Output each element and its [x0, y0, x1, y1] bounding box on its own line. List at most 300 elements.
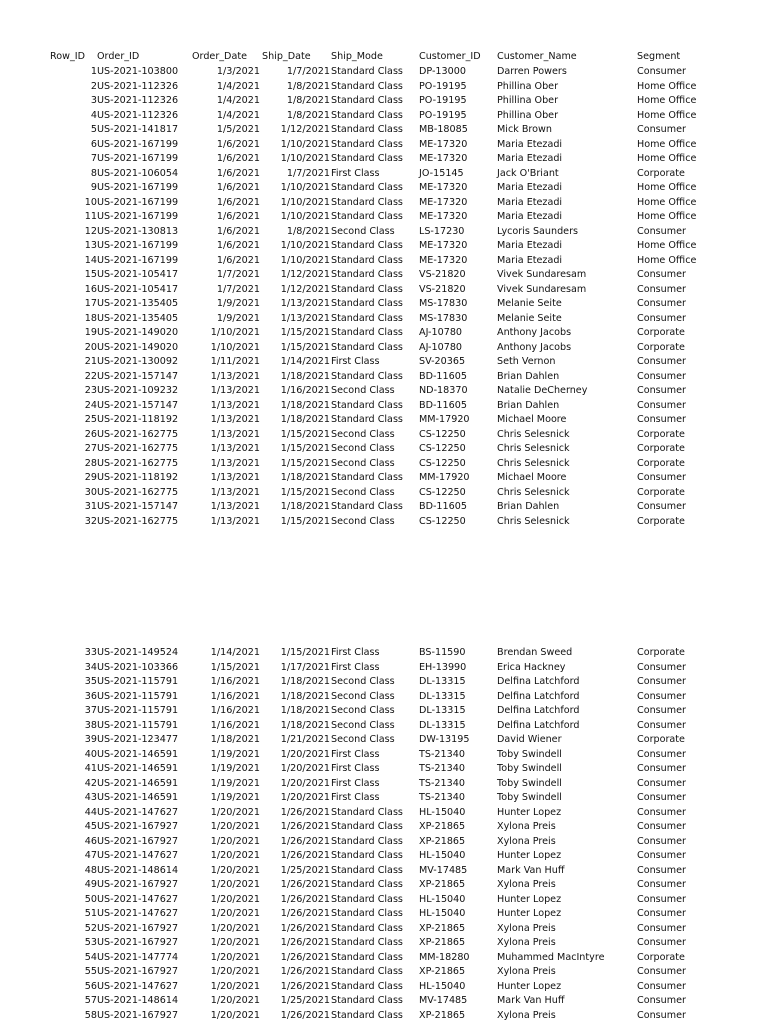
cell-customer-id: BS-11590: [419, 647, 466, 658]
cell-order-id: US-2021-147627: [97, 980, 179, 992]
table-row: [0, 254, 768, 269]
table-row: [0, 471, 768, 486]
cell-segment: Consumer: [637, 922, 686, 934]
cell-ship-date: 1/16/2021: [280, 385, 330, 396]
cell-customer-id: XP-21865: [419, 922, 466, 934]
cell-order-id: US-2021-141817: [97, 124, 179, 135]
table-row: [0, 486, 768, 501]
cell-customer-name: Mick Brown: [497, 124, 552, 135]
table-row: [0, 864, 768, 879]
table-row: [0, 500, 768, 515]
cell-ship-mode: Standard Class: [331, 327, 403, 338]
cell-order-id: US-2021-149020: [97, 327, 179, 338]
table-row: [0, 791, 768, 806]
cell-customer-id: TS-21340: [419, 777, 465, 789]
cell-ship-mode: Second Class: [331, 515, 395, 527]
cell-order-id: US-2021-167927: [97, 937, 179, 948]
cell-segment: Consumer: [637, 124, 686, 135]
cell-order-date: 1/13/2021: [210, 501, 260, 512]
table-row: [0, 515, 768, 530]
cell-ship-mode: Standard Class: [331, 879, 403, 890]
cell-customer-id: TS-21340: [419, 748, 465, 760]
cell-ship-date: 1/25/2021: [280, 864, 330, 876]
cell-order-date: 1/14/2021: [210, 647, 260, 658]
header-order-date: Order_Date: [192, 51, 247, 62]
cell-order-date: 1/6/2021: [216, 225, 260, 237]
cell-customer-name: David Wiener: [497, 734, 562, 745]
cell-row-id: 23: [84, 385, 97, 396]
cell-ship-mode: Standard Class: [331, 995, 403, 1006]
cell-ship-mode: Second Class: [331, 443, 395, 454]
cell-ship-date: 1/7/2021: [286, 66, 330, 77]
cell-segment: Consumer: [637, 806, 686, 818]
cell-customer-id: PO-19195: [419, 95, 467, 106]
cell-ship-date: 1/18/2021: [280, 719, 330, 731]
cell-order-id: US-2021-135405: [97, 312, 179, 324]
cell-segment: Corporate: [637, 951, 685, 963]
cell-row-id: 22: [84, 370, 97, 382]
cell-row-id: 7: [90, 153, 97, 164]
cell-segment: Consumer: [637, 269, 686, 280]
cell-order-date: 1/20/2021: [210, 1009, 260, 1021]
cell-ship-mode: Standard Class: [331, 414, 403, 425]
cell-row-id: 37: [84, 705, 97, 716]
cell-customer-name: Lycoris Saunders: [497, 225, 579, 237]
cell-ship-mode: Standard Class: [331, 966, 403, 977]
cell-ship-date: 1/10/2021: [280, 254, 330, 266]
cell-order-date: 1/13/2021: [210, 515, 260, 527]
cell-row-id: 43: [84, 792, 97, 803]
cell-segment: Consumer: [637, 748, 686, 760]
cell-ship-date: 1/18/2021: [280, 472, 330, 483]
cell-ship-mode: Second Class: [331, 734, 395, 745]
cell-customer-name: Toby Swindell: [497, 748, 562, 760]
table-row: [0, 849, 768, 864]
cell-segment: Consumer: [637, 719, 686, 731]
cell-order-id: US-2021-130813: [97, 225, 179, 237]
cell-customer-name: Chris Selesnick: [497, 486, 570, 498]
table-row: [0, 65, 768, 80]
cell-ship-date: 1/20/2021: [280, 763, 330, 774]
cell-customer-id: ME-17320: [419, 138, 468, 150]
cell-customer-id: ME-17320: [419, 196, 468, 208]
cell-row-id: 49: [84, 879, 97, 890]
cell-segment: Corporate: [637, 457, 685, 469]
cell-ship-date: 1/20/2021: [280, 777, 330, 789]
table-header-row: [0, 50, 768, 65]
cell-row-id: 39: [84, 734, 97, 745]
cell-order-id: US-2021-103800: [97, 66, 179, 77]
table-row: [0, 690, 768, 705]
cell-customer-id: EH-13990: [419, 661, 467, 673]
cell-ship-date: 1/26/2021: [280, 966, 330, 977]
cell-customer-id: MM-17920: [419, 472, 470, 483]
cell-segment: Consumer: [637, 980, 686, 992]
cell-order-id: US-2021-109232: [97, 385, 179, 396]
cell-segment: Home Office: [637, 95, 697, 106]
cell-order-id: US-2021-167927: [97, 835, 179, 847]
cell-customer-name: Maria Etezadi: [497, 153, 563, 164]
cell-customer-id: ME-17320: [419, 254, 468, 266]
cell-row-id: 31: [84, 501, 97, 512]
cell-order-id: US-2021-167927: [97, 821, 179, 832]
cell-row-id: 30: [84, 486, 97, 498]
cell-order-date: 1/3/2021: [216, 66, 260, 77]
cell-customer-name: Toby Swindell: [497, 763, 562, 774]
cell-ship-mode: Standard Class: [331, 893, 403, 905]
cell-segment: Home Office: [637, 240, 697, 251]
cell-order-date: 1/7/2021: [216, 269, 260, 280]
cell-customer-name: Delfina Latchford: [497, 690, 580, 702]
cell-ship-date: 1/10/2021: [280, 153, 330, 164]
cell-customer-id: MB-18085: [419, 124, 468, 135]
cell-customer-name: Muhammed MacIntyre: [497, 951, 605, 963]
table-row: [0, 384, 768, 399]
cell-order-date: 1/16/2021: [210, 690, 260, 702]
cell-order-date: 1/13/2021: [210, 428, 260, 440]
cell-order-id: US-2021-162775: [97, 428, 179, 440]
cell-ship-mode: First Class: [331, 356, 380, 367]
cell-order-date: 1/20/2021: [210, 879, 260, 890]
cell-customer-name: Xylona Preis: [497, 879, 556, 890]
cell-segment: Home Office: [637, 196, 697, 208]
table-row: [0, 326, 768, 341]
cell-order-id: US-2021-115791: [97, 719, 179, 731]
cell-order-id: US-2021-162775: [97, 486, 179, 498]
cell-row-id: 35: [84, 676, 97, 687]
table-row: [0, 733, 768, 748]
cell-order-date: 1/4/2021: [216, 80, 260, 92]
cell-order-id: US-2021-115791: [97, 676, 179, 687]
cell-order-id: US-2021-148614: [97, 995, 179, 1006]
cell-order-id: US-2021-112326: [97, 109, 179, 121]
cell-ship-date: 1/26/2021: [280, 850, 330, 861]
cell-order-date: 1/16/2021: [210, 719, 260, 731]
cell-customer-name: Brian Dahlen: [497, 370, 560, 382]
cell-customer-name: Anthony Jacobs: [497, 327, 572, 338]
cell-order-id: US-2021-167199: [97, 138, 179, 150]
cell-customer-name: Maria Etezadi: [497, 182, 563, 193]
cell-customer-id: MV-17485: [419, 995, 468, 1006]
cell-row-id: 27: [84, 443, 97, 454]
cell-customer-name: Hunter Lopez: [497, 980, 562, 992]
cell-customer-name: Erica Hackney: [497, 661, 566, 673]
cell-ship-date: 1/26/2021: [280, 893, 330, 905]
cell-customer-id: XP-21865: [419, 966, 466, 977]
cell-customer-name: Delfina Latchford: [497, 705, 580, 716]
cell-ship-date: 1/8/2021: [286, 80, 330, 92]
cell-ship-mode: Standard Class: [331, 95, 403, 106]
cell-customer-name: Natalie DeCherney: [497, 385, 588, 396]
cell-customer-id: ND-18370: [419, 385, 468, 396]
cell-customer-id: XP-21865: [419, 879, 466, 890]
table-row: [0, 268, 768, 283]
cell-order-date: 1/10/2021: [210, 341, 260, 353]
cell-customer-name: Toby Swindell: [497, 777, 562, 789]
cell-customer-name: Michael Moore: [497, 414, 567, 425]
cell-segment: Consumer: [637, 385, 686, 396]
cell-customer-name: Brian Dahlen: [497, 399, 560, 411]
cell-segment: Consumer: [637, 312, 686, 324]
cell-segment: Consumer: [637, 283, 686, 295]
cell-customer-name: Chris Selesnick: [497, 428, 570, 440]
cell-order-date: 1/19/2021: [210, 777, 260, 789]
cell-order-id: US-2021-149524: [97, 647, 179, 658]
cell-customer-id: PO-19195: [419, 109, 467, 121]
cell-ship-date: 1/15/2021: [280, 443, 330, 454]
cell-order-date: 1/5/2021: [216, 124, 260, 135]
cell-order-id: US-2021-105417: [97, 283, 179, 295]
table-row: [0, 355, 768, 370]
cell-ship-date: 1/10/2021: [280, 211, 330, 222]
cell-ship-date: 1/10/2021: [280, 182, 330, 193]
cell-row-id: 14: [84, 254, 97, 266]
cell-customer-id: BD-11605: [419, 501, 467, 512]
cell-customer-name: Vivek Sundaresam: [497, 269, 587, 280]
cell-order-id: US-2021-147627: [97, 806, 179, 818]
cell-order-date: 1/16/2021: [210, 676, 260, 687]
cell-ship-mode: Second Class: [331, 690, 395, 702]
cell-customer-id: BD-11605: [419, 370, 467, 382]
cell-row-id: 42: [84, 777, 97, 789]
table-row: [0, 283, 768, 298]
cell-order-id: US-2021-167199: [97, 196, 179, 208]
cell-order-id: US-2021-103366: [97, 661, 179, 673]
table-row: [0, 138, 768, 153]
cell-customer-name: Darren Powers: [497, 66, 567, 77]
table-row: [0, 413, 768, 428]
cell-ship-mode: Standard Class: [331, 980, 403, 992]
cell-ship-mode: Standard Class: [331, 153, 403, 164]
cell-ship-mode: First Class: [331, 167, 380, 179]
cell-ship-date: 1/14/2021: [280, 356, 330, 367]
cell-order-id: US-2021-146591: [97, 792, 179, 803]
cell-customer-id: MV-17485: [419, 864, 468, 876]
cell-segment: Corporate: [637, 647, 685, 658]
cell-ship-date: 1/26/2021: [280, 980, 330, 992]
cell-ship-mode: Standard Class: [331, 835, 403, 847]
cell-ship-mode: Standard Class: [331, 138, 403, 150]
cell-customer-id: CS-12250: [419, 457, 466, 469]
cell-segment: Home Office: [637, 182, 697, 193]
cell-order-date: 1/20/2021: [210, 951, 260, 963]
cell-ship-mode: First Class: [331, 661, 380, 673]
table-row: [0, 225, 768, 240]
cell-ship-mode: Standard Class: [331, 283, 403, 295]
cell-segment: Consumer: [637, 225, 686, 237]
cell-row-id: 34: [84, 661, 97, 673]
cell-customer-name: Vivek Sundaresam: [497, 283, 587, 295]
cell-customer-name: Delfina Latchford: [497, 676, 580, 687]
cell-order-id: US-2021-167199: [97, 240, 179, 251]
cell-order-date: 1/20/2021: [210, 806, 260, 818]
cell-row-id: 57: [84, 995, 97, 1006]
cell-customer-id: MM-18280: [419, 951, 470, 963]
cell-ship-mode: Standard Class: [331, 254, 403, 266]
cell-ship-mode: First Class: [331, 748, 380, 760]
cell-ship-mode: First Class: [331, 792, 380, 803]
cell-ship-date: 1/18/2021: [280, 399, 330, 411]
cell-customer-id: HL-15040: [419, 806, 466, 818]
cell-customer-name: Delfina Latchford: [497, 719, 580, 731]
cell-ship-mode: First Class: [331, 763, 380, 774]
cell-ship-mode: Standard Class: [331, 1009, 403, 1021]
table-row: [0, 777, 768, 792]
table-row: [0, 675, 768, 690]
cell-order-id: US-2021-157147: [97, 501, 179, 512]
table-row: [0, 965, 768, 980]
cell-row-id: 29: [84, 472, 97, 483]
cell-ship-date: 1/15/2021: [280, 341, 330, 353]
cell-order-date: 1/20/2021: [210, 864, 260, 876]
cell-customer-id: MS-17830: [419, 312, 468, 324]
table-row: [0, 312, 768, 327]
cell-customer-id: ME-17320: [419, 240, 468, 251]
cell-row-id: 19: [84, 327, 97, 338]
cell-order-date: 1/20/2021: [210, 835, 260, 847]
cell-customer-name: Phillina Ober: [497, 109, 559, 121]
table-row: [0, 1009, 768, 1024]
cell-row-id: 32: [84, 515, 97, 527]
cell-order-date: 1/19/2021: [210, 792, 260, 803]
cell-customer-id: ME-17320: [419, 211, 468, 222]
cell-order-date: 1/20/2021: [210, 937, 260, 948]
cell-ship-date: 1/15/2021: [280, 327, 330, 338]
cell-segment: Consumer: [637, 1009, 686, 1021]
cell-segment: Home Office: [637, 254, 697, 266]
cell-ship-date: 1/26/2021: [280, 937, 330, 948]
cell-customer-name: Toby Swindell: [497, 792, 562, 803]
cell-customer-name: Anthony Jacobs: [497, 341, 572, 353]
cell-order-date: 1/13/2021: [210, 457, 260, 469]
cell-row-id: 54: [84, 951, 97, 963]
cell-customer-id: XP-21865: [419, 937, 466, 948]
table-row: [0, 167, 768, 182]
cell-ship-mode: Standard Class: [331, 341, 403, 353]
cell-ship-date: 1/15/2021: [280, 515, 330, 527]
cell-order-id: US-2021-167927: [97, 966, 179, 977]
cell-segment: Corporate: [637, 428, 685, 440]
cell-ship-date: 1/26/2021: [280, 806, 330, 818]
cell-order-date: 1/6/2021: [216, 254, 260, 266]
table-row: [0, 442, 768, 457]
cell-order-id: US-2021-167199: [97, 211, 179, 222]
cell-order-date: 1/13/2021: [210, 472, 260, 483]
cell-ship-mode: Standard Class: [331, 501, 403, 512]
cell-customer-name: Melanie Seite: [497, 298, 562, 309]
cell-segment: Consumer: [637, 676, 686, 687]
cell-customer-name: Brian Dahlen: [497, 501, 560, 512]
cell-ship-date: 1/26/2021: [280, 922, 330, 934]
cell-customer-name: Phillina Ober: [497, 80, 559, 92]
cell-ship-date: 1/13/2021: [280, 312, 330, 324]
cell-segment: Consumer: [637, 937, 686, 948]
cell-ship-date: 1/26/2021: [280, 821, 330, 832]
cell-customer-name: Mark Van Huff: [497, 995, 565, 1006]
cell-ship-mode: Second Class: [331, 225, 395, 237]
cell-customer-name: Michael Moore: [497, 472, 567, 483]
cell-ship-mode: Standard Class: [331, 240, 403, 251]
cell-ship-mode: Standard Class: [331, 908, 403, 919]
cell-order-id: US-2021-115791: [97, 690, 179, 702]
cell-row-id: 16: [84, 283, 97, 295]
cell-segment: Corporate: [637, 341, 685, 353]
cell-order-date: 1/13/2021: [210, 414, 260, 425]
cell-row-id: 26: [84, 428, 97, 440]
cell-order-id: US-2021-135405: [97, 298, 179, 309]
cell-customer-name: Xylona Preis: [497, 937, 556, 948]
table-row: [0, 762, 768, 777]
cell-ship-mode: Standard Class: [331, 821, 403, 832]
cell-ship-date: 1/17/2021: [280, 661, 330, 673]
cell-segment: Consumer: [637, 501, 686, 512]
cell-ship-date: 1/10/2021: [280, 240, 330, 251]
cell-order-date: 1/20/2021: [210, 995, 260, 1006]
cell-ship-mode: Standard Class: [331, 850, 403, 861]
cell-row-id: 24: [84, 399, 97, 411]
header-ship-date: Ship_Date: [262, 51, 311, 62]
cell-customer-id: HL-15040: [419, 908, 466, 919]
cell-segment: Corporate: [637, 515, 685, 527]
cell-row-id: 55: [84, 966, 97, 977]
cell-customer-id: DW-13195: [419, 734, 470, 745]
cell-ship-mode: Standard Class: [331, 951, 403, 963]
table-row: [0, 922, 768, 937]
table-row: [0, 123, 768, 138]
cell-ship-mode: Standard Class: [331, 298, 403, 309]
cell-customer-name: Phillina Ober: [497, 95, 559, 106]
cell-ship-mode: Standard Class: [331, 196, 403, 208]
cell-order-id: US-2021-112326: [97, 95, 179, 106]
cell-customer-id: AJ-10780: [419, 341, 463, 353]
cell-segment: Consumer: [637, 414, 686, 425]
cell-segment: Consumer: [637, 908, 686, 919]
cell-order-date: 1/19/2021: [210, 748, 260, 760]
cell-ship-date: 1/26/2021: [280, 1009, 330, 1021]
table-row: [0, 936, 768, 951]
cell-order-date: 1/19/2021: [210, 763, 260, 774]
cell-row-id: 20: [84, 341, 97, 353]
cell-row-id: 41: [84, 763, 97, 774]
cell-segment: Consumer: [637, 893, 686, 905]
cell-customer-id: JO-15145: [419, 167, 464, 179]
cell-row-id: 50: [84, 893, 97, 905]
cell-segment: Home Office: [637, 153, 697, 164]
cell-order-id: US-2021-167199: [97, 254, 179, 266]
cell-order-date: 1/13/2021: [210, 399, 260, 411]
cell-row-id: 45: [84, 821, 97, 832]
table-row: [0, 80, 768, 95]
cell-customer-id: CS-12250: [419, 428, 466, 440]
cell-ship-mode: Standard Class: [331, 399, 403, 411]
cell-segment: Home Office: [637, 211, 697, 222]
cell-ship-mode: Standard Class: [331, 211, 403, 222]
table-row: [0, 878, 768, 893]
cell-order-date: 1/6/2021: [216, 167, 260, 179]
cell-row-id: 9: [90, 182, 97, 193]
cell-customer-name: Chris Selesnick: [497, 457, 570, 469]
cell-customer-id: XP-21865: [419, 1009, 466, 1021]
cell-row-id: 56: [84, 980, 97, 992]
cell-order-id: US-2021-167927: [97, 922, 179, 934]
cell-row-id: 18: [84, 312, 97, 324]
cell-segment: Consumer: [637, 792, 686, 803]
cell-ship-date: 1/26/2021: [280, 879, 330, 890]
cell-row-id: 46: [84, 835, 97, 847]
cell-order-id: US-2021-162775: [97, 515, 179, 527]
cell-ship-date: 1/21/2021: [280, 734, 330, 745]
cell-ship-date: 1/12/2021: [280, 283, 330, 295]
